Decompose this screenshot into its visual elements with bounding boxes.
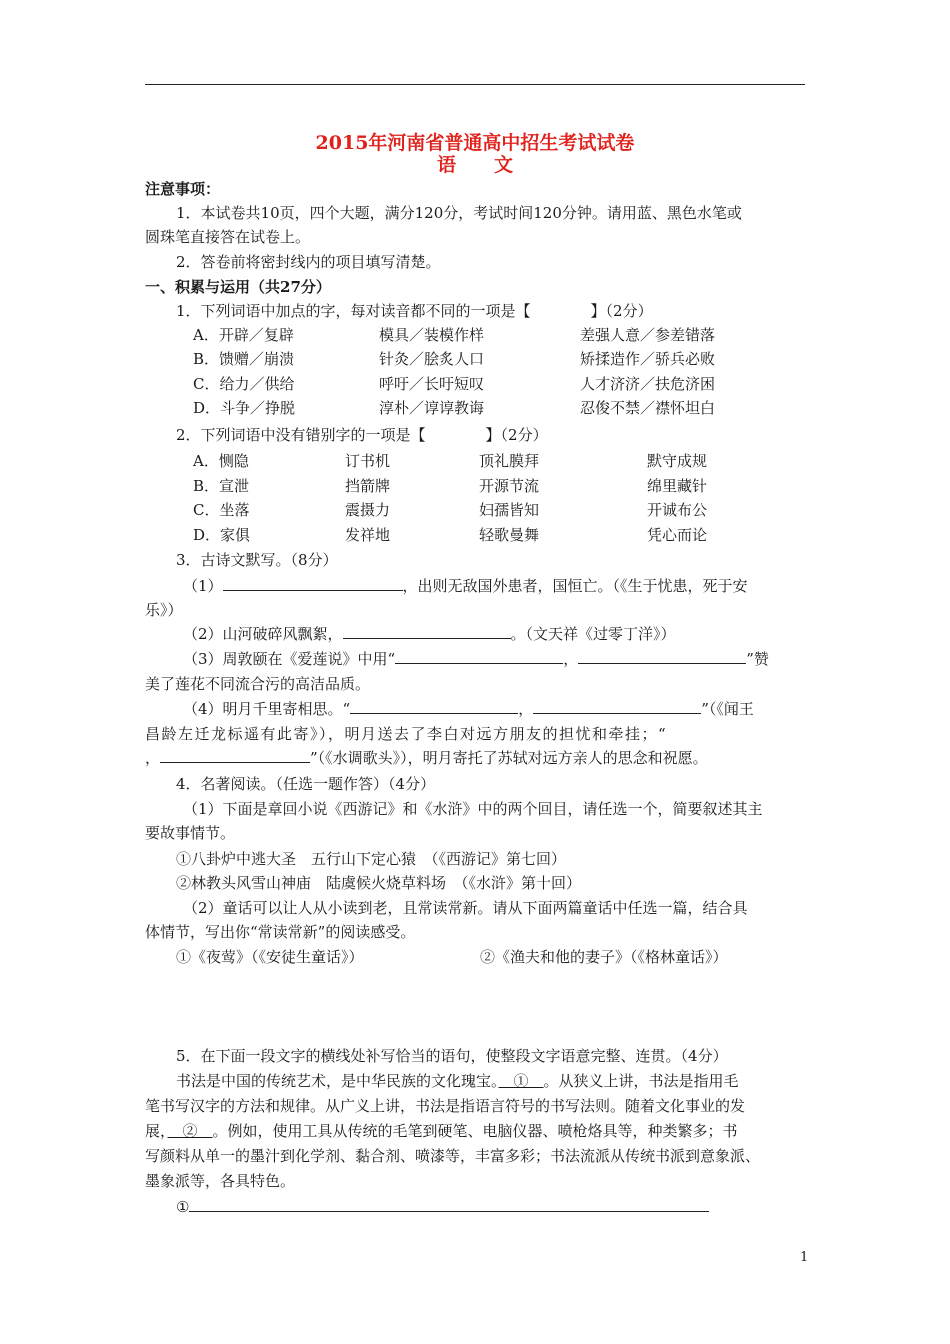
q2-option-d-2: 发祥地	[345, 526, 391, 544]
q3-p3-blank-2[interactable]	[578, 649, 746, 664]
q5-l3-text: 展，	[145, 1122, 168, 1140]
q2-stem	[176, 425, 548, 445]
q1-score: 】（2分）	[590, 302, 653, 320]
q3-p1-blank[interactable]	[223, 576, 403, 591]
q1-option-d-2: 淳朴／谆谆教诲	[379, 399, 485, 417]
q5-blank-1-marker: ①	[498, 1072, 544, 1090]
q3-p3-text: （3）周敦颐在《爱莲说》中用“	[183, 650, 396, 668]
exam-title: 2015年河南省普通高中招生考试试卷	[315, 132, 635, 154]
q5-line-5: 墨象派等，各具特色。	[145, 1172, 296, 1190]
header-rule	[145, 84, 805, 85]
q1-option-c-1: C．给力／供给	[193, 375, 295, 393]
q3-p4-blank-1[interactable]	[350, 699, 518, 714]
q2-option-a-4: 默守成规	[647, 452, 708, 470]
q3-p2-source: 。（文天祥《过零丁洋》）	[510, 625, 676, 643]
q3-p2-blank[interactable]	[343, 624, 511, 639]
q1-option-a-2: 模具／装模作样	[379, 326, 485, 344]
q5-l1-text-2: 。从狭义上讲，书法是指用毛	[543, 1072, 739, 1090]
q4-part-1-cont: 要故事情节。	[145, 824, 236, 842]
q5-blank-2-marker: ②	[167, 1122, 213, 1140]
q3-stem: 3．古诗文默写。（8分）	[176, 551, 338, 569]
q2-option-b-1: B．宣泄	[193, 477, 250, 495]
q1-option-d-3: 忍俊不禁／襟怀坦白	[580, 399, 716, 417]
q5-line-4: 写颜料从单一的墨汁到化学剂、黏合剂、喷漆等，丰富多彩；书法流派从传统书派到意象派、	[145, 1147, 761, 1165]
q2-option-b-4: 绵里藏针	[647, 477, 708, 495]
q2-option-d-1: D．家俱	[193, 526, 251, 544]
q1-stem	[176, 301, 653, 321]
q4-option-1: ①《夜莺》（《安徒生童话》）	[176, 948, 364, 966]
q3-p3-end: ”赞	[746, 650, 769, 668]
q3-part-1	[183, 576, 748, 596]
notice-item-2: 2．答卷前将密封线内的项目填写清楚。	[176, 253, 441, 271]
q5-l3-text-2: 。例如，使用工具从传统的毛笔到硬笔、电脑仪器、喷枪烙具等，种类繁多；书	[212, 1122, 738, 1140]
q2-option-a-3: 顶礼膜拜	[479, 452, 540, 470]
q2-stem-text: 2．下列词语中没有错别字的一项是【	[176, 426, 426, 444]
q3-p3-blank-1[interactable]	[395, 649, 563, 664]
q3-p2-text: （2）山河破碎风飘絮，	[183, 625, 343, 643]
q3-p4-comma: ，	[518, 700, 534, 718]
q4-chapter-2: ②林教头风雪山神庙 陆虞候火烧草料场 （《水浒》第十回）	[176, 874, 582, 892]
q1-stem-text: 1．下列词语中加点的字，每对读音都不同的一项是【	[176, 302, 531, 320]
q4-part-2: （2）童话可以让人从小读到老，且常读常新。请从下面两篇童话中任选一篇，结合具	[183, 899, 748, 917]
q4-chapter-1: ①八卦炉中逃大圣 五行山下定心猿 （《西游记》第七回）	[176, 850, 567, 868]
q3-part-3-cont: 美了莲花不同流合污的高洁品质。	[145, 675, 371, 693]
q4-part-2-cont: 体情节，写出你“常读常新”的阅读感受。	[145, 923, 416, 941]
q3-p4-blank-2[interactable]	[533, 699, 701, 714]
q1-option-c-3: 人才济济／扶危济困	[580, 375, 716, 393]
q5-line-3	[145, 1121, 738, 1141]
q5-line-1	[176, 1071, 739, 1091]
q5-answer-line	[176, 1197, 709, 1217]
q3-p4-end: ”（《水调歌头》），明月寄托了苏轼对远方亲人的思念和祝愿。	[310, 749, 708, 767]
q5-answer-label: ①	[176, 1198, 190, 1216]
q2-option-d-4: 凭心而论	[647, 526, 708, 544]
q1-option-a-1: A．开辟／复辟	[193, 326, 294, 344]
q5-l1-text: 书法是中国的传统艺术，是中华民族的文化瑰宝。	[176, 1072, 499, 1090]
q3-p4-blank-3[interactable]	[160, 748, 310, 763]
q2-option-b-2: 挡箭牌	[345, 477, 391, 495]
q3-part-1-cont: 乐》）	[145, 601, 183, 619]
q3-p4-text: （4）明月千里寄相思。“	[183, 700, 351, 718]
q1-option-c-2: 呼吁／长吁短叹	[379, 375, 485, 393]
notice-item-1: 1．本试卷共10页，四个大题，满分120分，考试时间120分钟。请用蓝、黑色水笔或	[176, 204, 742, 222]
q2-option-c-4: 开诚布公	[647, 501, 708, 519]
q3-part-3	[183, 649, 769, 669]
q3-part-4-line3	[145, 748, 708, 768]
q1-option-d-1: D．斗争／挣脱	[193, 399, 296, 417]
notice-heading: 注意事项：	[145, 180, 221, 198]
q3-part-2	[183, 624, 676, 644]
q1-option-b-1: B．馈赠／崩溃	[193, 350, 295, 368]
q2-option-c-1: C．坐落	[193, 501, 250, 519]
q2-option-c-3: 妇孺皆知	[479, 501, 540, 519]
q3-p1-label: （1）	[183, 577, 223, 595]
q4-option-2: ②《渔夫和他的妻子》（《格林童话》）	[480, 948, 728, 966]
q5-answer-blank[interactable]	[189, 1197, 709, 1212]
q3-part-4-line2: 昌龄左迁龙标遥有此寄》），明月送去了李白对远方朋友的担忧和牵挂；“	[145, 725, 668, 743]
q1-option-b-3: 矫揉造作／骄兵必败	[580, 350, 716, 368]
q2-option-c-2: 震摄力	[345, 501, 391, 519]
page-number: 1	[800, 1250, 809, 1265]
q3-p1-text: ，出则无敌国外患者，国恒亡。（《生于忧患，死于安	[402, 577, 748, 595]
q1-option-a-3: 差强人意／参差错落	[580, 326, 716, 344]
section-heading: 一、积累与运用（共27分）	[145, 278, 331, 296]
q2-option-d-3: 轻歌曼舞	[479, 526, 540, 544]
q3-part-4	[183, 699, 754, 719]
q3-p4-source: ”（《闻王	[701, 700, 754, 718]
q2-option-a-2: 订书机	[345, 452, 391, 470]
q3-p3-comma: ，	[563, 650, 579, 668]
q4-stem: 4．名著阅读。（任选一题作答）（4分）	[176, 775, 436, 793]
q1-option-b-2: 针灸／脍炙人口	[379, 350, 485, 368]
q3-p4-comma-2: ，	[145, 749, 161, 767]
q2-option-a-1: A．恻隐	[193, 452, 249, 470]
q5-line-2: 笔书写汉字的方法和规律。从广义上讲，书法是指语言符号的书写法则。随着文化事业的发	[145, 1097, 746, 1115]
q2-option-b-3: 开源节流	[479, 477, 540, 495]
subject-title: 语 文	[436, 154, 513, 176]
q5-stem: 5．在下面一段文字的横线处补写恰当的语句，使整段文字语意完整、连贯。（4分）	[176, 1047, 728, 1065]
notice-item-1-cont: 圆珠笔直接答在试卷上。	[145, 228, 311, 246]
q2-score: 】（2分）	[485, 426, 548, 444]
q4-part-1: （1）下面是章回小说《西游记》和《水浒》中的两个回目，请任选一个，简要叙述其主	[183, 800, 763, 818]
